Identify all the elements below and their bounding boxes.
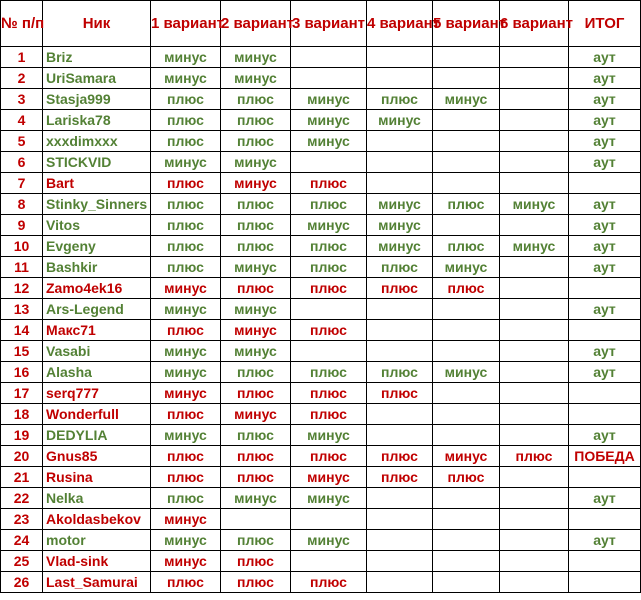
nickname-cell: Wonderfull xyxy=(43,404,151,425)
nickname-cell: Stasja999 xyxy=(43,89,151,110)
variant-4-cell xyxy=(367,572,433,593)
row-number: 6 xyxy=(1,152,43,173)
variant-3-cell xyxy=(291,152,367,173)
variant-5-cell xyxy=(433,530,500,551)
row-number: 18 xyxy=(1,404,43,425)
row-number: 26 xyxy=(1,572,43,593)
variant-5-cell xyxy=(433,341,500,362)
variant-6-cell xyxy=(500,551,569,572)
variant-2-cell: минус xyxy=(221,173,291,194)
variant-2-cell: плюс xyxy=(221,215,291,236)
variant-3-cell: минус xyxy=(291,131,367,152)
variant-6-cell: минус xyxy=(500,236,569,257)
table-row xyxy=(1,341,641,362)
table-row xyxy=(1,110,641,131)
result-cell: аут xyxy=(569,299,641,320)
row-number: 14 xyxy=(1,320,43,341)
variant-5-cell xyxy=(433,68,500,89)
result-cell xyxy=(569,404,641,425)
row-number: 13 xyxy=(1,299,43,320)
variant-6-cell xyxy=(500,152,569,173)
variant-6-cell xyxy=(500,320,569,341)
variant-4-cell xyxy=(367,131,433,152)
variant-6-cell: плюс xyxy=(500,446,569,467)
nickname-cell: xxxdimxxx xyxy=(43,131,151,152)
variant-4-cell: плюс xyxy=(367,257,433,278)
row-number: 9 xyxy=(1,215,43,236)
variant-3-cell: плюс xyxy=(291,362,367,383)
table-row xyxy=(1,173,641,194)
header-variant-3: 3 вариант xyxy=(291,1,367,47)
variant-3-cell: плюс xyxy=(291,236,367,257)
table-row xyxy=(1,551,641,572)
variant-6-cell xyxy=(500,89,569,110)
variant-5-cell: минус xyxy=(433,89,500,110)
row-number: 11 xyxy=(1,257,43,278)
variant-4-cell xyxy=(367,152,433,173)
result-cell: аут xyxy=(569,131,641,152)
variant-4-cell xyxy=(367,551,433,572)
variant-5-cell xyxy=(433,320,500,341)
variant-3-cell: минус xyxy=(291,215,367,236)
variant-1-cell: минус xyxy=(151,47,221,68)
variant-2-cell: плюс xyxy=(221,383,291,404)
variant-1-cell: плюс xyxy=(151,215,221,236)
variant-2-cell: плюс xyxy=(221,530,291,551)
variant-2-cell: минус xyxy=(221,257,291,278)
variant-6-cell xyxy=(500,467,569,488)
variant-6-cell xyxy=(500,110,569,131)
row-number: 25 xyxy=(1,551,43,572)
variant-6-cell xyxy=(500,404,569,425)
variant-2-cell: минус xyxy=(221,299,291,320)
nickname-cell: Vitos xyxy=(43,215,151,236)
row-number: 23 xyxy=(1,509,43,530)
row-number: 16 xyxy=(1,362,43,383)
variant-2-cell: плюс xyxy=(221,131,291,152)
variant-3-cell: плюс xyxy=(291,320,367,341)
variant-1-cell: плюс xyxy=(151,488,221,509)
variant-5-cell xyxy=(433,572,500,593)
variant-3-cell: плюс xyxy=(291,194,367,215)
variant-3-cell xyxy=(291,47,367,68)
table-body xyxy=(1,47,641,593)
row-number: 20 xyxy=(1,446,43,467)
variant-4-cell: минус xyxy=(367,110,433,131)
variant-6-cell xyxy=(500,68,569,89)
variant-1-cell: минус xyxy=(151,551,221,572)
variant-2-cell: плюс xyxy=(221,362,291,383)
nickname-cell: serq777 xyxy=(43,383,151,404)
variant-3-cell xyxy=(291,509,367,530)
nickname-cell: Alasha xyxy=(43,362,151,383)
table-row xyxy=(1,488,641,509)
header-number: № п/п xyxy=(1,1,43,47)
variant-5-cell: минус xyxy=(433,257,500,278)
nickname-cell: Ars-Legend xyxy=(43,299,151,320)
nickname-cell: Stinky_Sinners xyxy=(43,194,151,215)
table-row xyxy=(1,152,641,173)
result-cell: аут xyxy=(569,236,641,257)
table-row xyxy=(1,425,641,446)
table-row xyxy=(1,299,641,320)
result-cell xyxy=(569,383,641,404)
variant-5-cell xyxy=(433,509,500,530)
header-variant-4: 4 вариант xyxy=(367,1,433,47)
variant-3-cell: минус xyxy=(291,467,367,488)
nickname-cell: Vlad-sink xyxy=(43,551,151,572)
result-cell: аут xyxy=(569,530,641,551)
variant-2-cell: плюс xyxy=(221,467,291,488)
nickname-cell: Briz xyxy=(43,47,151,68)
variant-6-cell xyxy=(500,131,569,152)
variant-5-cell: плюс xyxy=(433,236,500,257)
variant-4-cell xyxy=(367,530,433,551)
row-number: 24 xyxy=(1,530,43,551)
variant-2-cell: минус xyxy=(221,341,291,362)
variant-2-cell: минус xyxy=(221,47,291,68)
variant-1-cell: минус xyxy=(151,509,221,530)
result-cell: аут xyxy=(569,152,641,173)
table-row xyxy=(1,47,641,68)
variant-4-cell xyxy=(367,47,433,68)
header-row xyxy=(1,1,641,47)
variant-2-cell: плюс xyxy=(221,236,291,257)
variant-1-cell: минус xyxy=(151,530,221,551)
variant-1-cell: плюс xyxy=(151,173,221,194)
result-cell: аут xyxy=(569,47,641,68)
variant-6-cell xyxy=(500,257,569,278)
variant-4-cell xyxy=(367,509,433,530)
variant-5-cell xyxy=(433,110,500,131)
variant-6-cell xyxy=(500,341,569,362)
result-cell: ПОБЕДА xyxy=(569,446,641,467)
variant-2-cell: минус xyxy=(221,68,291,89)
variant-3-cell: минус xyxy=(291,488,367,509)
table-row xyxy=(1,89,641,110)
row-number: 19 xyxy=(1,425,43,446)
variant-1-cell: плюс xyxy=(151,131,221,152)
variant-5-cell xyxy=(433,404,500,425)
variant-2-cell: плюс xyxy=(221,425,291,446)
variant-1-cell: плюс xyxy=(151,194,221,215)
result-cell: аут xyxy=(569,257,641,278)
variant-5-cell xyxy=(433,383,500,404)
variant-4-cell: минус xyxy=(367,215,433,236)
variant-1-cell: плюс xyxy=(151,446,221,467)
variant-6-cell xyxy=(500,47,569,68)
table-row xyxy=(1,572,641,593)
variant-3-cell: минус xyxy=(291,530,367,551)
variant-1-cell: минус xyxy=(151,278,221,299)
table-row xyxy=(1,446,641,467)
variant-4-cell: плюс xyxy=(367,278,433,299)
variant-3-cell xyxy=(291,341,367,362)
header-variant-6: 6 вариант xyxy=(500,1,569,47)
variant-4-cell: плюс xyxy=(367,467,433,488)
result-cell: аут xyxy=(569,68,641,89)
variant-1-cell: плюс xyxy=(151,236,221,257)
variant-5-cell xyxy=(433,131,500,152)
row-number: 1 xyxy=(1,47,43,68)
nickname-cell: Rusina xyxy=(43,467,151,488)
variant-6-cell xyxy=(500,215,569,236)
variant-4-cell xyxy=(367,68,433,89)
variant-6-cell xyxy=(500,509,569,530)
nickname-cell: Evgeny xyxy=(43,236,151,257)
variant-1-cell: плюс xyxy=(151,467,221,488)
nickname-cell: Bashkir xyxy=(43,257,151,278)
header-variant-5: 5 вариант xyxy=(433,1,500,47)
nickname-cell: Vasabi xyxy=(43,341,151,362)
result-cell xyxy=(569,467,641,488)
variant-4-cell: плюс xyxy=(367,446,433,467)
variant-3-cell xyxy=(291,551,367,572)
variant-6-cell xyxy=(500,278,569,299)
variant-5-cell: плюс xyxy=(433,467,500,488)
table-row xyxy=(1,236,641,257)
table-row xyxy=(1,278,641,299)
variant-2-cell xyxy=(221,509,291,530)
variant-2-cell: плюс xyxy=(221,572,291,593)
variant-3-cell: минус xyxy=(291,110,367,131)
header-result: ИТОГ xyxy=(569,1,641,47)
nickname-cell: Zamo4ek16 xyxy=(43,278,151,299)
variant-6-cell xyxy=(500,425,569,446)
row-number: 17 xyxy=(1,383,43,404)
variant-1-cell: плюс xyxy=(151,320,221,341)
variant-4-cell: плюс xyxy=(367,362,433,383)
variant-3-cell xyxy=(291,68,367,89)
result-cell xyxy=(569,572,641,593)
variant-6-cell xyxy=(500,530,569,551)
variant-4-cell xyxy=(367,488,433,509)
table-row xyxy=(1,362,641,383)
variant-5-cell xyxy=(433,152,500,173)
variant-3-cell: плюс xyxy=(291,278,367,299)
variant-4-cell: минус xyxy=(367,236,433,257)
nickname-cell: Nelka xyxy=(43,488,151,509)
variant-1-cell: минус xyxy=(151,68,221,89)
nickname-cell: Akoldasbekov xyxy=(43,509,151,530)
variant-3-cell: плюс xyxy=(291,383,367,404)
variant-1-cell: плюс xyxy=(151,89,221,110)
variant-4-cell xyxy=(367,404,433,425)
variant-4-cell xyxy=(367,425,433,446)
nickname-cell: motor xyxy=(43,530,151,551)
variant-2-cell: минус xyxy=(221,320,291,341)
variant-3-cell xyxy=(291,299,367,320)
result-cell: аут xyxy=(569,215,641,236)
header-nick: Ник xyxy=(43,1,151,47)
variant-1-cell: минус xyxy=(151,362,221,383)
variant-5-cell xyxy=(433,425,500,446)
table-row xyxy=(1,257,641,278)
table-row xyxy=(1,215,641,236)
variant-1-cell: минус xyxy=(151,341,221,362)
variant-1-cell: плюс xyxy=(151,257,221,278)
result-cell: аут xyxy=(569,341,641,362)
variant-5-cell: плюс xyxy=(433,194,500,215)
variant-2-cell: плюс xyxy=(221,89,291,110)
nickname-cell: Макс71 xyxy=(43,320,151,341)
variant-2-cell: минус xyxy=(221,404,291,425)
nickname-cell: DEDYLIA xyxy=(43,425,151,446)
row-number: 5 xyxy=(1,131,43,152)
result-cell xyxy=(569,173,641,194)
nickname-cell: Lariska78 xyxy=(43,110,151,131)
variant-4-cell xyxy=(367,299,433,320)
result-cell: аут xyxy=(569,425,641,446)
variant-6-cell xyxy=(500,383,569,404)
row-number: 10 xyxy=(1,236,43,257)
variant-2-cell: плюс xyxy=(221,551,291,572)
variant-1-cell: минус xyxy=(151,299,221,320)
variant-1-cell: плюс xyxy=(151,404,221,425)
variant-4-cell xyxy=(367,173,433,194)
table-row xyxy=(1,194,641,215)
variant-5-cell: минус xyxy=(433,446,500,467)
nickname-cell: Gnus85 xyxy=(43,446,151,467)
row-number: 8 xyxy=(1,194,43,215)
table-row xyxy=(1,320,641,341)
table-row xyxy=(1,467,641,488)
result-cell xyxy=(569,551,641,572)
variant-4-cell xyxy=(367,341,433,362)
row-number: 21 xyxy=(1,467,43,488)
variant-4-cell: плюс xyxy=(367,89,433,110)
variant-6-cell xyxy=(500,362,569,383)
variant-4-cell: плюс xyxy=(367,383,433,404)
row-number: 4 xyxy=(1,110,43,131)
result-cell: аут xyxy=(569,362,641,383)
result-cell: аут xyxy=(569,488,641,509)
variant-6-cell: минус xyxy=(500,194,569,215)
variant-6-cell xyxy=(500,173,569,194)
header-variant-1: 1 вариант xyxy=(151,1,221,47)
variant-4-cell: минус xyxy=(367,194,433,215)
table-row xyxy=(1,68,641,89)
row-number: 7 xyxy=(1,173,43,194)
variant-3-cell: плюс xyxy=(291,572,367,593)
variant-5-cell: плюс xyxy=(433,278,500,299)
variant-2-cell: плюс xyxy=(221,446,291,467)
variant-3-cell: минус xyxy=(291,425,367,446)
row-number: 22 xyxy=(1,488,43,509)
variant-3-cell: минус xyxy=(291,89,367,110)
nickname-cell: STICKVID xyxy=(43,152,151,173)
variant-5-cell xyxy=(433,47,500,68)
variant-6-cell xyxy=(500,299,569,320)
variant-3-cell: плюс xyxy=(291,446,367,467)
result-cell: аут xyxy=(569,110,641,131)
row-number: 12 xyxy=(1,278,43,299)
variant-2-cell: минус xyxy=(221,152,291,173)
variant-4-cell xyxy=(367,320,433,341)
variant-5-cell xyxy=(433,488,500,509)
variant-3-cell: плюс xyxy=(291,173,367,194)
table-row xyxy=(1,131,641,152)
variant-2-cell: минус xyxy=(221,488,291,509)
variant-1-cell: минус xyxy=(151,425,221,446)
result-cell xyxy=(569,509,641,530)
variant-6-cell xyxy=(500,572,569,593)
variant-5-cell xyxy=(433,173,500,194)
result-cell xyxy=(569,278,641,299)
table-row xyxy=(1,530,641,551)
variant-2-cell: плюс xyxy=(221,110,291,131)
variant-3-cell: плюс xyxy=(291,257,367,278)
variant-1-cell: плюс xyxy=(151,572,221,593)
result-cell xyxy=(569,320,641,341)
table-row xyxy=(1,404,641,425)
variant-5-cell xyxy=(433,215,500,236)
nickname-cell: UriSamara xyxy=(43,68,151,89)
table-row xyxy=(1,383,641,404)
result-cell: аут xyxy=(569,194,641,215)
variant-5-cell: минус xyxy=(433,362,500,383)
variant-6-cell xyxy=(500,488,569,509)
variant-1-cell: минус xyxy=(151,152,221,173)
nickname-cell: Bart xyxy=(43,173,151,194)
variant-1-cell: минус xyxy=(151,383,221,404)
variant-3-cell: плюс xyxy=(291,404,367,425)
variant-1-cell: плюс xyxy=(151,110,221,131)
variant-2-cell: плюс xyxy=(221,278,291,299)
variant-5-cell xyxy=(433,299,500,320)
nickname-cell: Last_Samurai xyxy=(43,572,151,593)
variant-2-cell: плюс xyxy=(221,194,291,215)
result-cell: аут xyxy=(569,89,641,110)
row-number: 3 xyxy=(1,89,43,110)
variant-5-cell xyxy=(433,551,500,572)
row-number: 15 xyxy=(1,341,43,362)
table-row xyxy=(1,509,641,530)
header-variant-2: 2 вариант xyxy=(221,1,291,47)
row-number: 2 xyxy=(1,68,43,89)
